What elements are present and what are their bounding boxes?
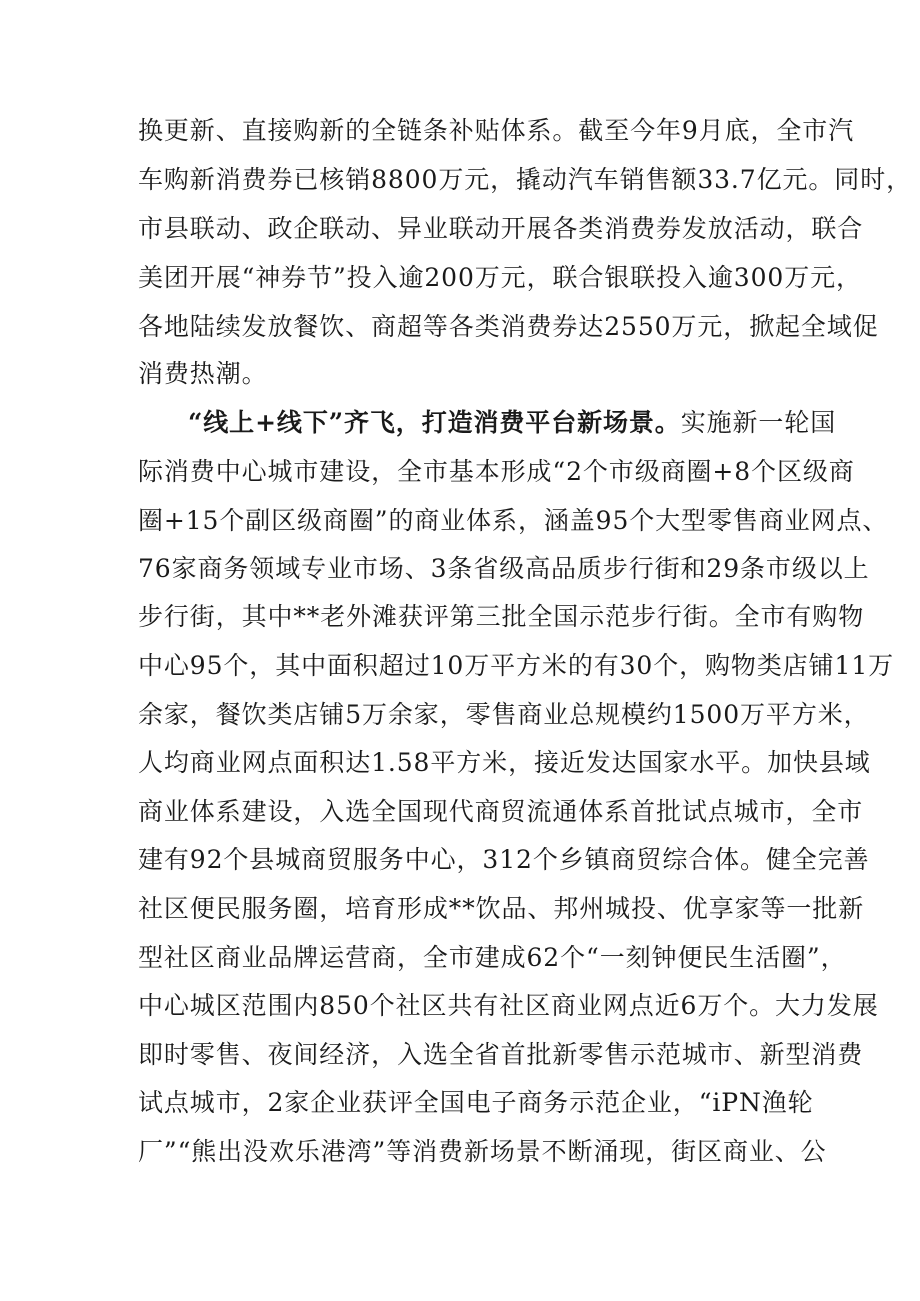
paragraph-2-line-10: 建有92个县城商贸服务中心，312个乡镇商贸综合体。健全完善 bbox=[138, 845, 870, 874]
paragraph-2-line-6: 中心95个，其中面积超过10万平方米的有30个，购物类店铺11万 bbox=[138, 651, 895, 680]
paragraph-2-line-5: 步行街，其中**老外滩获评第三批全国示范步行街。全市有购物 bbox=[138, 602, 865, 631]
paragraph-2-line-15: 试点城市，2家企业获评全国电子商务示范企业，“iPN渔轮 bbox=[138, 1088, 814, 1117]
paragraph-2-line-12: 型社区商业品牌运营商，全市建成62个“一刻钟便民生活圈”， bbox=[138, 943, 847, 972]
paragraph-2-line-11: 社区便民服务圈，培育形成**饮品、邦州城投、优享家等一批新 bbox=[138, 894, 865, 923]
paragraph-2-first-line bbox=[188, 406, 837, 440]
paragraph-2-line-2: 际消费中心城市建设，全市基本形成“2个市级商圈+8个区级商 bbox=[138, 457, 855, 486]
paragraph-1-line-4: 美团开展“神券节”投入逾200万元，联合银联投入逾300万元， bbox=[138, 263, 862, 292]
paragraph-2-line-7: 余家，餐饮类店铺5万余家，零售商业总规模约1500万平方米， bbox=[138, 700, 870, 729]
paragraph-1-line-1: 换更新、直接购新的全链条补贴体系。截至今年9月底，全市汽 bbox=[138, 116, 855, 145]
paragraph-2-first-line-text: 实施新一轮国 bbox=[680, 408, 837, 437]
paragraph-2-line-8: 人均商业网点面积达1.58平方米，接近发达国家水平。加快县域 bbox=[138, 748, 871, 777]
paragraph-1-line-5: 各地陆续发放餐饮、商超等各类消费券达2550万元，掀起全域促 bbox=[138, 312, 879, 341]
paragraph-2-heading: “线上+线下”齐飞，打造消费平台新场景。 bbox=[188, 408, 681, 437]
paragraph-2-line-3: 圈+15个副区级商圈”的商业体系，涵盖95个大型零售商业网点、 bbox=[138, 506, 889, 535]
paragraph-2-line-4: 76家商务领域专业市场、3条省级高品质步行街和29条市级以上 bbox=[138, 554, 870, 583]
paragraph-2-line-9: 商业体系建设，入选全国现代商贸流通体系首批试点城市，全市 bbox=[138, 797, 864, 826]
paragraph-1-line-3: 市县联动、政企联动、异业联动开展各类消费券发放活动，联合 bbox=[138, 214, 864, 243]
paragraph-1-line-6: 消费热潮。 bbox=[138, 359, 268, 388]
paragraph-1-line-2: 车购新消费券已核销8800万元，撬动汽车销售额33.7亿元。同时， bbox=[138, 165, 912, 194]
paragraph-2-line-14: 即时零售、夜间经济，入选全省首批新零售示范城市、新型消费 bbox=[138, 1040, 864, 1069]
paragraph-2-line-13: 中心城区范围内850个社区共有社区商业网点近6万个。大力发展 bbox=[138, 991, 879, 1020]
paragraph-2-line-16: 厂”“熊出没欢乐港湾”等消费新场景不断涌现，街区商业、公 bbox=[138, 1137, 827, 1166]
